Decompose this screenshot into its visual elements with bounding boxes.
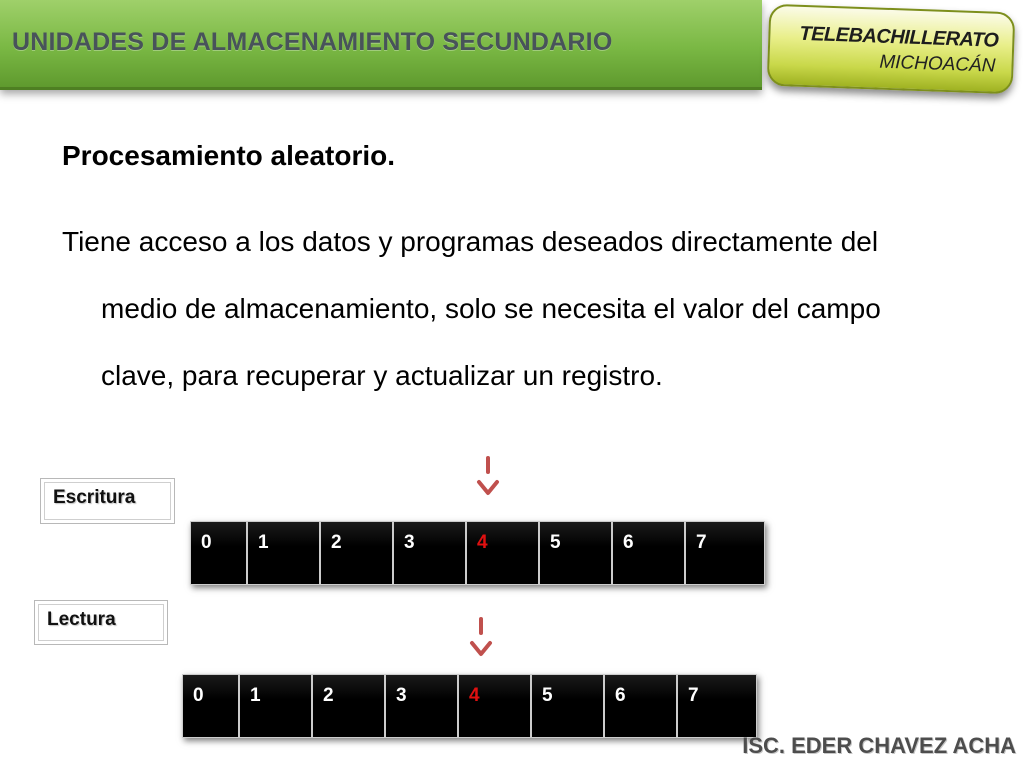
telebachillerato-logo [767,4,1016,95]
logo-line-2: MICHOACÁN [879,51,996,77]
memory-cell: 6 [604,674,677,738]
section-heading: Procesamiento aleatorio. [62,140,396,171]
read-label-box [34,600,168,645]
down-arrow-icon [469,617,493,659]
memory-cell: 3 [393,521,466,585]
down-arrow-icon [476,456,500,498]
title-bar [0,0,762,90]
memory-cell: 7 [677,674,757,738]
write-label-box [40,478,175,524]
memory-cell: 1 [239,674,312,738]
memory-cell-selected: 4 [458,674,531,738]
memory-cell: 7 [685,521,765,585]
memory-cell: 0 [182,674,239,738]
read-label: Lectura [38,604,164,641]
memory-cell: 5 [539,521,612,585]
memory-cell: 5 [531,674,604,738]
body-paragraph: Tiene acceso a los datos y programas deseados directamente del medio de almacenamiento, solo se necesita el valor del campo clave, para recuperar y actualizar un registro. [62,226,881,391]
write-label: Escritura [44,482,171,520]
logo-line-1: TELEBACHILLERATO [799,22,999,52]
memory-cell: 2 [312,674,385,738]
memory-cell: 0 [190,521,247,585]
memory-cell: 3 [385,674,458,738]
memory-cell: 6 [612,521,685,585]
memory-cell-selected: 4 [466,521,539,585]
read-memory-row [182,674,757,738]
author-footer: ISC. EDER CHAVEZ ACHA [742,733,1016,758]
slide-title: UNIDADES DE ALMACENAMIENTO SECUNDARIO [12,28,613,56]
memory-cell: 1 [247,521,320,585]
write-memory-row [190,521,765,585]
memory-cell: 2 [320,521,393,585]
